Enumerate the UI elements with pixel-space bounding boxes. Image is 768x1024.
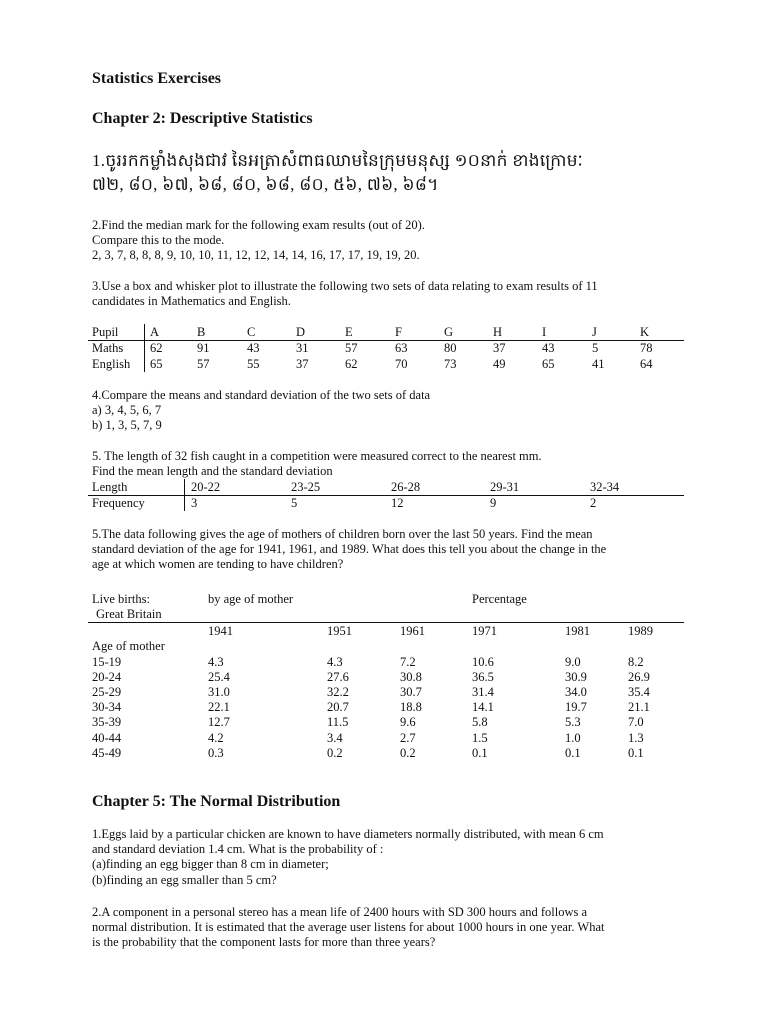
question-2-line-3: 2, 3, 7, 8, 8, 8, 9, 10, 10, 11, 12, 12, 14, 14, 16, 17, 17, 19, 19, 20. (92, 248, 420, 262)
table-cell: 31.0 (208, 685, 230, 699)
table-header-cell: Pupil (92, 325, 119, 339)
table-cell: 9.0 (565, 655, 581, 669)
question-4-part-a: a) 3, 4, 5, 6, 7 (92, 403, 162, 417)
table-header-cell: E (345, 325, 353, 339)
table-cell: 55 (247, 357, 260, 371)
table-cell: 65 (150, 357, 163, 371)
question-5-line-1: 5. The length of 32 fish caught in a competition were measured correct to the nearest mm. (92, 449, 542, 463)
table-cell: 0.2 (327, 746, 343, 760)
table-cell: 7.0 (628, 715, 644, 729)
table-cell: 14.1 (472, 700, 494, 714)
table-cell: 2 (590, 496, 597, 510)
question-6-line-2: standard deviation of the age for 1941, 1961, and 1989. What does this tell you about the change in the (92, 542, 607, 556)
ch5-question-1-part-a: (a)finding an egg bigger than 8 cm in diameter; (92, 857, 329, 871)
year-header: 1951 (327, 624, 352, 638)
table-header-cell: 26-28 (391, 480, 421, 494)
table-title: Live births: (92, 592, 150, 606)
table-cell: 18.8 (400, 700, 422, 714)
table-header-cell: C (247, 325, 256, 339)
table-cell: 5.3 (565, 715, 581, 729)
table-header-cell: 32-34 (590, 480, 620, 494)
table-header-cell: F (395, 325, 402, 339)
table-cell: 2.7 (400, 731, 416, 745)
table-row-label: Frequency (92, 496, 145, 510)
table-row-label: English (92, 357, 131, 371)
table-cell: 43 (542, 341, 555, 355)
question-6-line-1: 5.The data following gives the age of mothers of children born over the last 50 years. Find the mean (92, 527, 593, 541)
table-cell: 63 (395, 341, 408, 355)
table-cell: 62 (345, 357, 358, 371)
table-cell: 32.2 (327, 685, 349, 699)
table-cell: 20.7 (327, 700, 349, 714)
question-3-line-1: 3.Use a box and whisker plot to illustrate the following two sets of data relating to exam results of 11 (92, 279, 598, 293)
table-cell: 8.2 (628, 655, 644, 669)
table-cell: 4.2 (208, 731, 224, 745)
table-cell: 57 (345, 341, 358, 355)
table-cell: 5.8 (472, 715, 488, 729)
table-cell: 70 (395, 357, 408, 371)
table-header-cell: H (493, 325, 503, 339)
table-cell: 37 (296, 357, 309, 371)
table-cell: 11.5 (327, 715, 349, 729)
question-3-line-2: candidates in Mathematics and English. (92, 294, 291, 308)
age-group-label: 45-49 (92, 746, 122, 760)
table-header-cell: G (444, 325, 454, 339)
table-cell: 73 (444, 357, 457, 371)
table-cell: 21.1 (628, 700, 650, 714)
table-cell: 12 (391, 496, 404, 510)
year-header: 1971 (472, 624, 497, 638)
table-cell: 5 (592, 341, 599, 355)
table-cell: 0.3 (208, 746, 224, 760)
table-cell: 4.3 (327, 655, 343, 669)
question-6-line-3: age at which women are tending to have children? (92, 557, 344, 571)
table-rule (88, 622, 684, 623)
ch5-question-1-line-2: and standard deviation 1.4 cm. What is the probability of : (92, 842, 384, 856)
table-divider (184, 479, 185, 511)
age-group-label: 20-24 (92, 670, 122, 684)
table-header-cell: I (542, 325, 547, 339)
table-cell: 49 (493, 357, 506, 371)
table-cell: 34.0 (565, 685, 587, 699)
table-cell: 26.9 (628, 670, 650, 684)
table-cell: 12.7 (208, 715, 230, 729)
table-cell: 0.1 (565, 746, 581, 760)
table-cell: 4.3 (208, 655, 224, 669)
table-header-cell: 20-22 (191, 480, 221, 494)
question-5-line-2: Find the mean length and the standard deviation (92, 464, 333, 478)
table-cell: 30.7 (400, 685, 422, 699)
question-2-line-2: Compare this to the mode. (92, 233, 225, 247)
table-header-cell: 29-31 (490, 480, 520, 494)
table-cell: 30.8 (400, 670, 422, 684)
table-cell: 1.0 (565, 731, 581, 745)
table-rule (88, 495, 684, 496)
table-header-cell: A (150, 325, 160, 339)
ch5-question-2-line-2: normal distribution. It is estimated that the average user listens for about 1000 hours in one year. What (92, 920, 605, 934)
table-header-cell: J (592, 325, 597, 339)
table-cell: 0.1 (628, 746, 644, 760)
question-4-part-b: b) 1, 3, 5, 7, 9 (92, 418, 162, 432)
table-cell: 31 (296, 341, 309, 355)
table-cell: 1.3 (628, 731, 644, 745)
table-cell: 9 (490, 496, 497, 510)
table-cell: 35.4 (628, 685, 650, 699)
table-cell: 1.5 (472, 731, 488, 745)
table-header-cell: Length (92, 480, 128, 494)
table-rule (88, 340, 684, 341)
table-header-cell: B (197, 325, 206, 339)
table-cell: 7.2 (400, 655, 416, 669)
table-row-label: Maths (92, 341, 124, 355)
table-cell: 22.1 (208, 700, 230, 714)
year-header: 1981 (565, 624, 590, 638)
age-group-label: 40-44 (92, 731, 122, 745)
ch5-question-2-line-1: 2.A component in a personal stereo has a mean life of 2400 hours with SD 300 hours and follows a (92, 905, 588, 919)
table-cell: 0.2 (400, 746, 416, 760)
table-cell: 27.6 (327, 670, 349, 684)
age-group-label: 35-39 (92, 715, 122, 729)
table-subtitle: Great Britain (96, 607, 162, 621)
year-header: 1989 (628, 624, 653, 638)
table-divider (144, 324, 145, 372)
table-cell: 3.4 (327, 731, 343, 745)
table-cell: 37 (493, 341, 506, 355)
table-cell: 36.5 (472, 670, 494, 684)
ch5-question-1-part-b: (b)finding an egg smaller than 5 cm? (92, 873, 277, 887)
table-cell: 80 (444, 341, 457, 355)
table-cell: 5 (291, 496, 298, 510)
table-header-cell: K (640, 325, 650, 339)
table-cell: 19.7 (565, 700, 587, 714)
question-1-line-2: ៧២, ៨០, ៦៧, ៦៨, ៨០, ៦៨, ៨០, ៥៦, ៧៦, ៦៨។ (92, 175, 439, 194)
table-cell: 10.6 (472, 655, 494, 669)
table-cell: 0.1 (472, 746, 488, 760)
question-1-line-1: 1.ចូររកកម្លាំងសុងជាវ នៃអត្រាសំពាធឈាមនៃក្រុមមនុស្ស ១០នាក់ ខាងក្រោមៈ (92, 151, 584, 170)
table-cell: 9.6 (400, 715, 416, 729)
table-cell: 31.4 (472, 685, 494, 699)
table-cell: 78 (640, 341, 653, 355)
age-group-label: 15-19 (92, 655, 122, 669)
table-cell: 25.4 (208, 670, 230, 684)
year-header: 1941 (208, 624, 233, 638)
table-header-cell: D (296, 325, 306, 339)
table-group-label: by age of mother (208, 592, 294, 606)
table-cell: 64 (640, 357, 653, 371)
question-4-line-1: 4.Compare the means and standard deviation of the two sets of data (92, 388, 431, 402)
age-group-label: 30-34 (92, 700, 122, 714)
table-row-heading: Age of mother (92, 639, 165, 653)
year-header: 1961 (400, 624, 425, 638)
table-cell: 3 (191, 496, 198, 510)
document-title: Statistics Exercises (92, 70, 222, 87)
table-cell: 30.9 (565, 670, 587, 684)
age-group-label: 25-29 (92, 685, 122, 699)
table-cell: 43 (247, 341, 260, 355)
chapter-2-heading: Chapter 2: Descriptive Statistics (92, 110, 313, 127)
table-cell: 62 (150, 341, 163, 355)
table-cell: 41 (592, 357, 605, 371)
table-cell: 91 (197, 341, 210, 355)
ch5-question-2-line-3: is the probability that the component lasts for more than three years? (92, 935, 436, 949)
table-cell: 65 (542, 357, 555, 371)
ch5-question-1-line-1: 1.Eggs laid by a particular chicken are known to have diameters normally distributed, with mean 6 cm (92, 827, 604, 841)
table-header-cell: 23-25 (291, 480, 321, 494)
chapter-5-heading: Chapter 5: The Normal Distribution (92, 793, 341, 810)
question-2-line-1: 2.Find the median mark for the following exam results (out of 20). (92, 218, 425, 232)
table-cell: 57 (197, 357, 210, 371)
table-group-label: Percentage (472, 592, 527, 606)
